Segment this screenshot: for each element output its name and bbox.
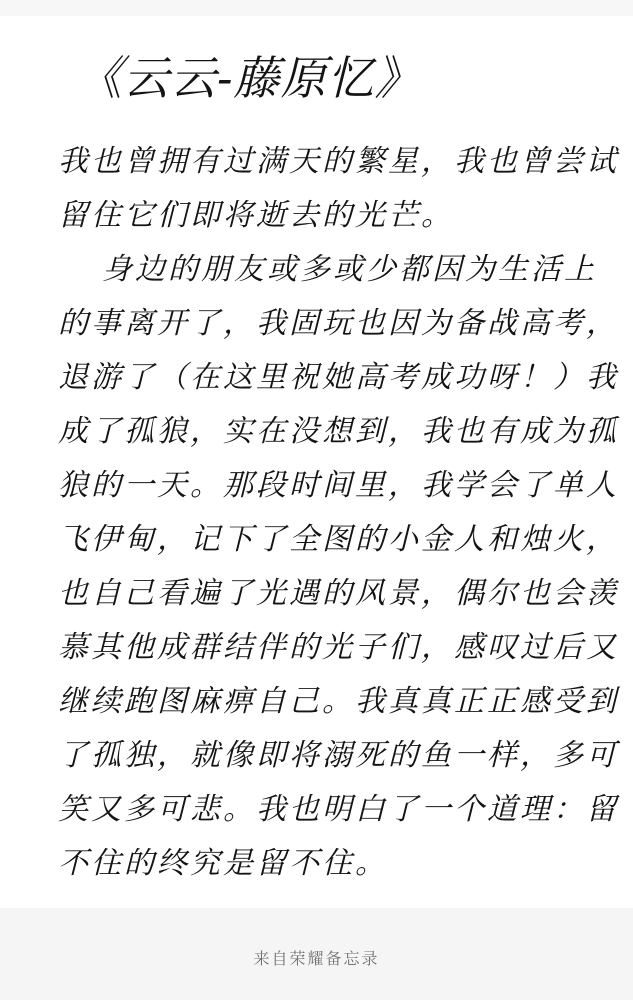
note-line: 的事离开了，我固玩也因为备战高考， — [58, 306, 619, 341]
note-line: 不住的终究是留不住。 — [58, 846, 388, 881]
note-line: 狼的一天。那段时间里，我学会了单人 — [58, 468, 619, 503]
note-line: 留住它们即将逝去的光芒。 — [58, 198, 454, 233]
note-title: 《云云-藤原忆》 — [76, 51, 422, 105]
note-line: 身边的朋友或多或少都因为生活上 — [102, 252, 597, 287]
note-line: 退游了（在这里祝她高考成功呀！）我 — [58, 360, 619, 395]
note-body — [58, 138, 619, 894]
note-line: 慕其他成群结伴的光子们，感叹过后又 — [58, 630, 619, 665]
footer — [0, 908, 633, 1000]
note-line: 继续跑图麻痹自己。我真真正正感受到 — [58, 684, 619, 719]
top-strip — [0, 0, 633, 16]
note-line: 飞伊甸，记下了全图的小金人和烛火， — [58, 522, 619, 557]
note-line: 也自己看遍了光遇的风景，偶尔也会羡 — [58, 576, 619, 611]
note-line: 成了孤狼，实在没想到，我也有成为孤 — [58, 414, 619, 449]
footer-source: 来自荣耀备忘录 — [253, 949, 380, 968]
note-line: 我也曾拥有过满天的繁星，我也曾尝试 — [58, 144, 619, 179]
note-line: 了孤独，就像即将溺死的鱼一样，多可 — [58, 738, 619, 773]
note-line: 笑又多可悲。我也明白了一个道理：留 — [58, 792, 619, 827]
